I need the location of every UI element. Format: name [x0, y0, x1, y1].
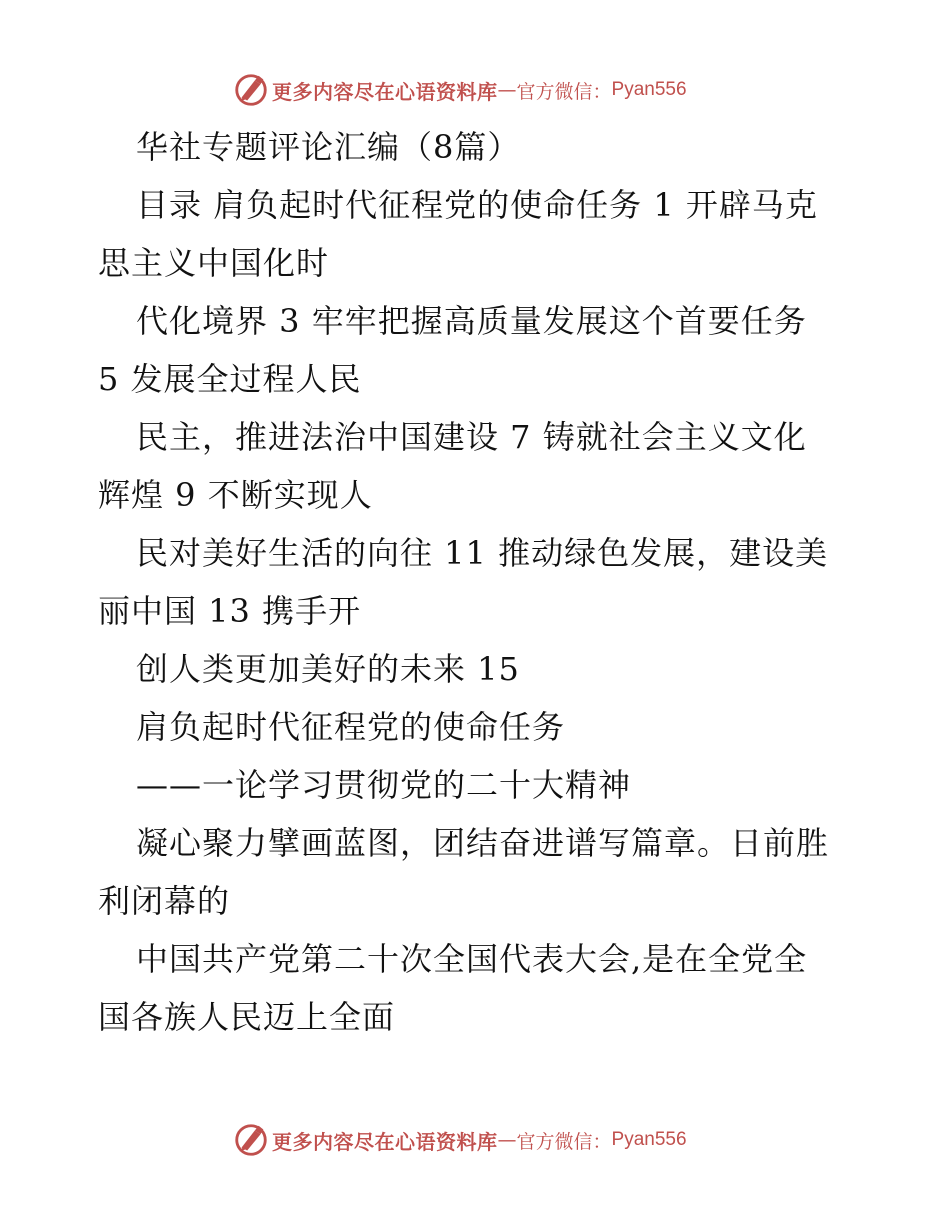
toc-line: 目录 肩负起时代征程党的使命任务 1 开辟马克 [136, 186, 818, 224]
toc-line: 丽中国 13 携手开 [98, 592, 362, 630]
watermark-wechat-id: Pyan556 [611, 79, 687, 100]
article-title: 肩负起时代征程党的使命任务 [136, 708, 566, 746]
toc-line: 创人类更加美好的未来 15 [136, 650, 520, 688]
watermark-separator: — [497, 1129, 517, 1151]
paragraph-line: 凝心聚力擘画蓝图，团结奋进谱写篇章。日前胜 [136, 824, 830, 862]
logo-icon [232, 1121, 270, 1159]
doc-title: 华社专题评论汇编（8篇） [136, 128, 521, 166]
paragraph-line: 国各族人民迈上全面 [98, 998, 396, 1036]
toc-line: 民主，推进法治中国建设 7 铸就社会主义文化 [136, 418, 807, 456]
watermark-wechat-id: Pyan556 [611, 1129, 687, 1150]
paragraph-line: 中国共产党第二十次全国代表大会,是在全党全 [136, 940, 808, 978]
watermark-text: 更多内容尽在心语资料库 [272, 1129, 498, 1154]
watermark-separator: — [497, 79, 517, 101]
logo-icon [232, 71, 270, 109]
footer-watermark [232, 1120, 687, 1160]
toc-line: 辉煌 9 不断实现人 [98, 476, 373, 514]
article-subtitle: ——一论学习贯彻党的二十大精神 [136, 766, 632, 804]
toc-line: 思主义中国化时 [98, 244, 330, 282]
watermark-text: 更多内容尽在心语资料库 [272, 79, 498, 104]
paragraph-line: 利闭幕的 [98, 882, 231, 920]
toc-line: 民对美好生活的向往 11 推动绿色发展，建设美 [136, 534, 829, 572]
toc-line: 5 发展全过程人民 [98, 360, 362, 398]
document-body [98, 118, 850, 1046]
watermark-official-label: 官方微信： [516, 1130, 612, 1153]
header-watermark [232, 70, 687, 110]
watermark-official-label: 官方微信： [516, 80, 612, 103]
toc-line: 代化境界 3 牢牢把握高质量发展这个首要任务 [136, 302, 807, 340]
